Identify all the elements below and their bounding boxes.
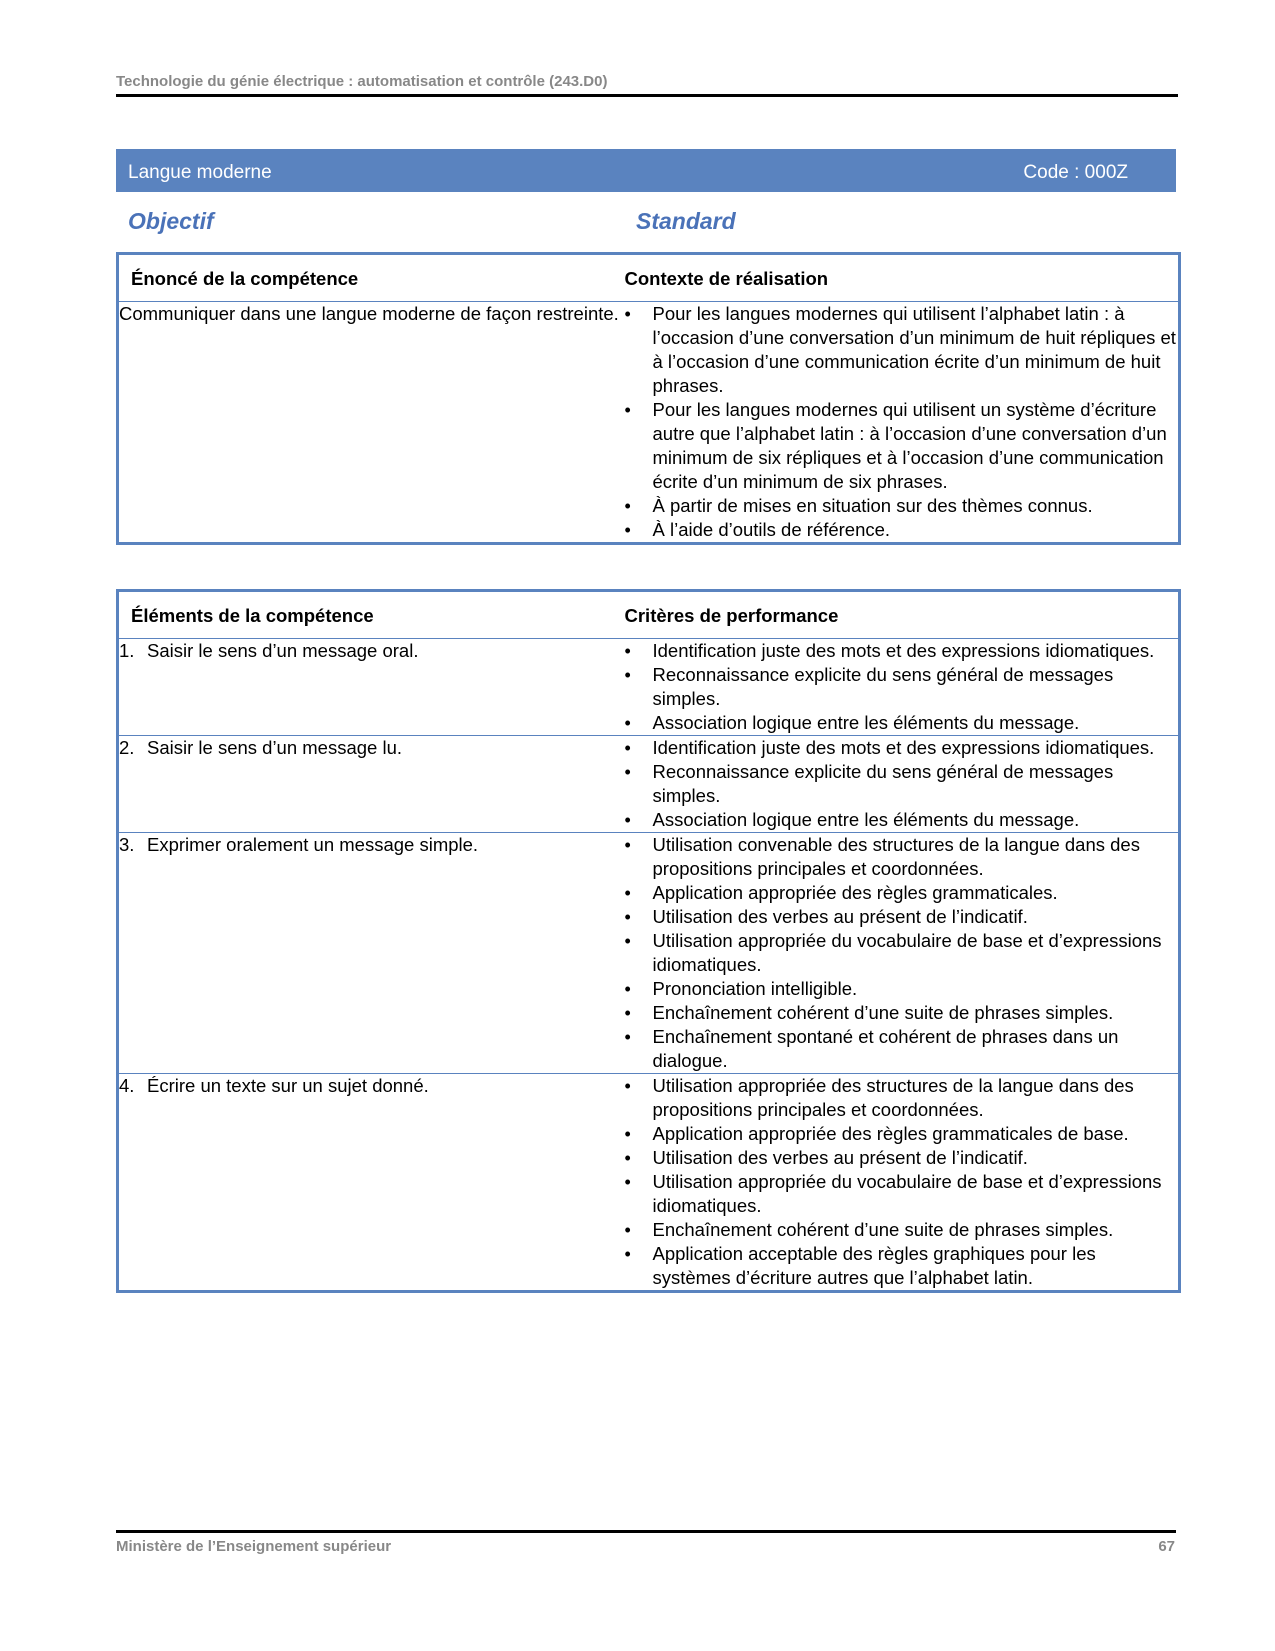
critere-item: • Enchaînement spontané et cohérent de phrases dans un dialogue. <box>625 1025 1179 1073</box>
element-row <box>118 1074 1180 1292</box>
standard-label: Standard <box>636 208 736 234</box>
critere-item: • Application appropriée des règles grammaticales de base. <box>625 1122 1179 1146</box>
elements-header: Éléments de la compétence <box>118 591 625 639</box>
criteres-list <box>625 833 1179 1073</box>
course-code: Code : 000Z <box>1023 162 1128 183</box>
critere-item: • Utilisation appropriée du vocabulaire de base et d’expressions idiomatiques. <box>625 1170 1179 1218</box>
critere-item: • Reconnaissance explicite du sens général de messages simples. <box>625 760 1179 808</box>
contexte-list <box>625 302 1179 542</box>
critere-item: • Prononciation intelligible. <box>625 977 1179 1001</box>
elements-table <box>116 589 1181 1293</box>
element-cell <box>118 736 625 833</box>
element-label: Saisir le sens d’un message oral. <box>147 640 419 661</box>
critere-item: • Utilisation convenable des structures de la langue dans des propositions principales et coordonnées. <box>625 833 1179 881</box>
critere-item: • Enchaînement cohérent d’une suite de phrases simples. <box>625 1218 1179 1242</box>
critere-item: • Reconnaissance explicite du sens général de messages simples. <box>625 663 1179 711</box>
critere-item: • Identification juste des mots et des expressions idiomatiques. <box>625 736 1179 760</box>
critere-item: • Utilisation des verbes au présent de l’indicatif. <box>625 905 1179 929</box>
critere-item: • Utilisation appropriée des structures de la langue dans des propositions principales et coordonnées. <box>625 1074 1179 1122</box>
contexte-cell <box>625 302 1180 544</box>
course-name: Langue moderne <box>128 162 272 183</box>
header-rule <box>116 94 1178 97</box>
critere-item: • Association logique entre les éléments du message. <box>625 711 1179 735</box>
element-cell <box>118 1074 625 1292</box>
criteres-list <box>625 736 1179 832</box>
criteres-cell <box>625 639 1180 736</box>
criteres-list <box>625 639 1179 735</box>
criteres-header: Critères de performance <box>625 591 1180 639</box>
critere-item: • Identification juste des mots et des expressions idiomatiques. <box>625 639 1179 663</box>
element-label: Exprimer oralement un message simple. <box>147 834 479 855</box>
element-cell <box>118 833 625 1074</box>
competence-table <box>116 252 1181 545</box>
contexte-header: Contexte de réalisation <box>625 254 1180 302</box>
enonce-cell <box>118 302 625 544</box>
element-number: 3. <box>119 834 135 855</box>
contexte-item: • Pour les langues modernes qui utilisent un système d’écriture autre que l’alphabet latin : à l’occasion d’une conversation d’un minimum de six répliques et à l’occasion d’une communication écrite d’un minimum de six phrases. <box>625 398 1179 494</box>
element-label: Saisir le sens d’un message lu. <box>147 737 403 758</box>
criteres-cell <box>625 736 1180 833</box>
element-number: 2. <box>119 737 135 758</box>
enonce-text: Communiquer dans une langue moderne de façon restreinte. <box>119 303 619 324</box>
element-cell <box>118 639 625 736</box>
element-row <box>118 833 1180 1074</box>
element-number: 4. <box>119 1075 135 1096</box>
element-label: Écrire un texte sur un sujet donné. <box>147 1075 429 1096</box>
criteres-cell <box>625 1074 1180 1292</box>
contexte-item: • À partir de mises en situation sur des thèmes connus. <box>625 494 1179 518</box>
critere-item: • Enchaînement cohérent d’une suite de phrases simples. <box>625 1001 1179 1025</box>
page-number: 67 <box>1158 1538 1175 1555</box>
footer-ministry: Ministère de l’Enseignement supérieur <box>116 1538 392 1555</box>
critere-item: • Utilisation des verbes au présent de l’indicatif. <box>625 1146 1179 1170</box>
running-header: Technologie du génie électrique : automatisation et contrôle (243.D0) <box>116 73 608 90</box>
course-bar <box>116 149 1176 192</box>
contexte-item: • Pour les langues modernes qui utilisent l’alphabet latin : à l’occasion d’une conversation d’un minimum de huit répliques et à l’occasion d’une communication écrite d’un minimum de huit phrases. <box>625 302 1179 398</box>
contexte-item: • À l’aide d’outils de référence. <box>625 518 1179 542</box>
element-row <box>118 639 1180 736</box>
critere-item: • Association logique entre les éléments du message. <box>625 808 1179 832</box>
enonce-header: Énoncé de la compétence <box>118 254 625 302</box>
element-row <box>118 736 1180 833</box>
critere-item: • Application acceptable des règles graphiques pour les systèmes d’écriture autres que l’alphabet latin. <box>625 1242 1179 1290</box>
criteres-list <box>625 1074 1179 1290</box>
critere-item: • Application appropriée des règles grammaticales. <box>625 881 1179 905</box>
critere-item: • Utilisation appropriée du vocabulaire de base et d’expressions idiomatiques. <box>625 929 1179 977</box>
criteres-cell <box>625 833 1180 1074</box>
footer-rule <box>116 1530 1176 1533</box>
objectif-label: Objectif <box>128 208 214 234</box>
element-number: 1. <box>119 640 135 661</box>
